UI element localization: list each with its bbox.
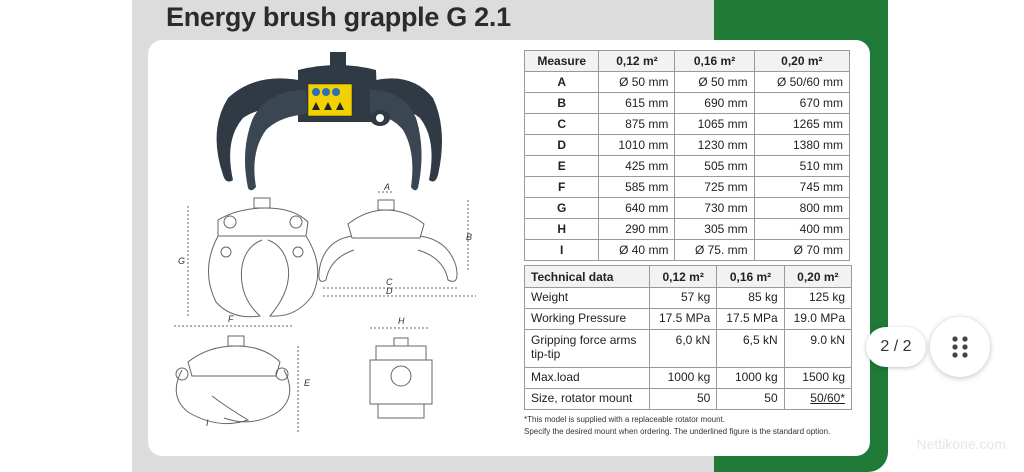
measure-table-header-cell: Measure [525, 51, 599, 72]
tech-value: 1000 kg [650, 368, 717, 389]
measure-value: 290 mm [599, 219, 675, 240]
measure-value: Ø 50 mm [599, 72, 675, 93]
spec-card [148, 40, 870, 456]
measure-letter: I [525, 240, 599, 261]
measure-value: 400 mm [754, 219, 849, 240]
tech-label: Gripping force arms tip-tip [525, 330, 650, 368]
tech-label: Size, rotator mount [525, 389, 650, 410]
measure-letter: F [525, 177, 599, 198]
technical-drawings [148, 40, 498, 456]
ear-protection-icon [322, 88, 330, 96]
dimension-label-g: G [178, 256, 186, 266]
dimension-label-a: A [384, 182, 391, 192]
tech-label: Weight [525, 288, 650, 309]
tech-value: 85 kg [717, 288, 784, 309]
rear-view-drawing [370, 328, 432, 418]
table-row [525, 198, 850, 219]
table-row [525, 288, 852, 309]
page-title: Energy brush grapple G 2.1 [166, 2, 511, 32]
table-row [525, 93, 850, 114]
measure-letter: B [525, 93, 599, 114]
measure-letter: D [525, 135, 599, 156]
measure-table-header-cell: 0,16 m² [675, 51, 754, 72]
dimension-label-i: I [206, 418, 209, 428]
measure-value: 1010 mm [599, 135, 675, 156]
dimension-label-h: H [398, 316, 405, 326]
measure-value: Ø 70 mm [754, 240, 849, 261]
measure-letter: E [525, 156, 599, 177]
measure-table [524, 50, 850, 261]
measure-value: 725 mm [675, 177, 754, 198]
measure-letter: H [525, 219, 599, 240]
table-row [525, 389, 852, 410]
grapple-photo [217, 52, 442, 190]
tech-value: 50 [717, 389, 784, 410]
tech-value: 17.5 MPa [717, 309, 784, 330]
tech-value: 17.5 MPa [650, 309, 717, 330]
footnote-line: Specify the desired mount when ordering. The underlined figure is the standard option. [524, 427, 831, 436]
footnote [524, 414, 830, 438]
measure-value: 690 mm [675, 93, 754, 114]
measure-letter: G [525, 198, 599, 219]
measure-value: 640 mm [599, 198, 675, 219]
eye-protection-icon [332, 88, 340, 96]
tech-table-header-cell: Technical data [525, 266, 650, 288]
measure-value: Ø 75. mm [675, 240, 754, 261]
table-row [525, 114, 850, 135]
measure-table-header [525, 51, 850, 72]
product-image [96, 0, 888, 472]
measure-value: 305 mm [675, 219, 754, 240]
tech-value: 50 [650, 389, 717, 410]
right-background [884, 0, 1024, 472]
dimension-label-b: B [466, 232, 473, 242]
table-row [525, 156, 850, 177]
measure-letter: C [525, 114, 599, 135]
technical-data-table [524, 265, 852, 410]
table-row [525, 135, 850, 156]
tech-label: Max.load [525, 368, 650, 389]
dimension-label-c: C [386, 277, 393, 287]
table-row [525, 309, 852, 330]
dimension-label-f: F [228, 314, 234, 324]
tech-table-header-cell: 0,20 m² [784, 266, 851, 288]
open-view-drawing [319, 192, 476, 296]
tech-label: Working Pressure [525, 309, 650, 330]
tech-value: 19.0 MPa [784, 309, 851, 330]
table-row [525, 240, 850, 261]
dimension-label-d: D [386, 286, 393, 296]
measure-value: 585 mm [599, 177, 675, 198]
measure-value: 800 mm [754, 198, 849, 219]
watermark: Nettikone.com [916, 436, 1006, 452]
tech-value: 57 kg [650, 288, 717, 309]
tech-value: 50/60* [784, 389, 851, 410]
measure-table-header-cell: 0,12 m² [599, 51, 675, 72]
measure-value: Ø 40 mm [599, 240, 675, 261]
tech-value: 1500 kg [784, 368, 851, 389]
table-row [525, 177, 850, 198]
tech-value: 1000 kg [717, 368, 784, 389]
measure-value: Ø 50 mm [675, 72, 754, 93]
left-background [0, 0, 96, 472]
measure-value: 1230 mm [675, 135, 754, 156]
measure-value: 1065 mm [675, 114, 754, 135]
measure-table-header-cell: 0,20 m² [754, 51, 849, 72]
tech-table-header-cell: 0,12 m² [650, 266, 717, 288]
manual-icon [312, 88, 320, 96]
measure-value: Ø 50/60 mm [754, 72, 849, 93]
footnote-line: *This model is supplied with a replaceable rotator mount. [524, 415, 725, 424]
tech-value: 6,0 kN [650, 330, 717, 368]
tech-table-header [525, 266, 852, 288]
tech-value: 9.0 kN [784, 330, 851, 368]
measure-value: 745 mm [754, 177, 849, 198]
measure-value: 615 mm [599, 93, 675, 114]
measure-value: 510 mm [754, 156, 849, 177]
measure-value: 730 mm [675, 198, 754, 219]
page-counter: 2 / 2 [866, 327, 926, 367]
measure-letter: A [525, 72, 599, 93]
dimension-label-e: E [304, 378, 311, 388]
tech-value: 6,5 kN [717, 330, 784, 368]
gallery-button[interactable] [930, 317, 990, 377]
measure-value: 670 mm [754, 93, 849, 114]
measure-value: 505 mm [675, 156, 754, 177]
front-view-drawing [188, 198, 318, 317]
tech-value: 125 kg [784, 288, 851, 309]
table-row [525, 330, 852, 368]
measure-value: 1380 mm [754, 135, 849, 156]
measure-value: 1265 mm [754, 114, 849, 135]
table-row [525, 368, 852, 389]
closed-view-drawing [174, 326, 298, 432]
table-row [525, 72, 850, 93]
tech-table-header-cell: 0,16 m² [717, 266, 784, 288]
measure-value: 425 mm [599, 156, 675, 177]
table-row [525, 219, 850, 240]
grid-dots-icon [930, 317, 990, 377]
measure-value: 875 mm [599, 114, 675, 135]
